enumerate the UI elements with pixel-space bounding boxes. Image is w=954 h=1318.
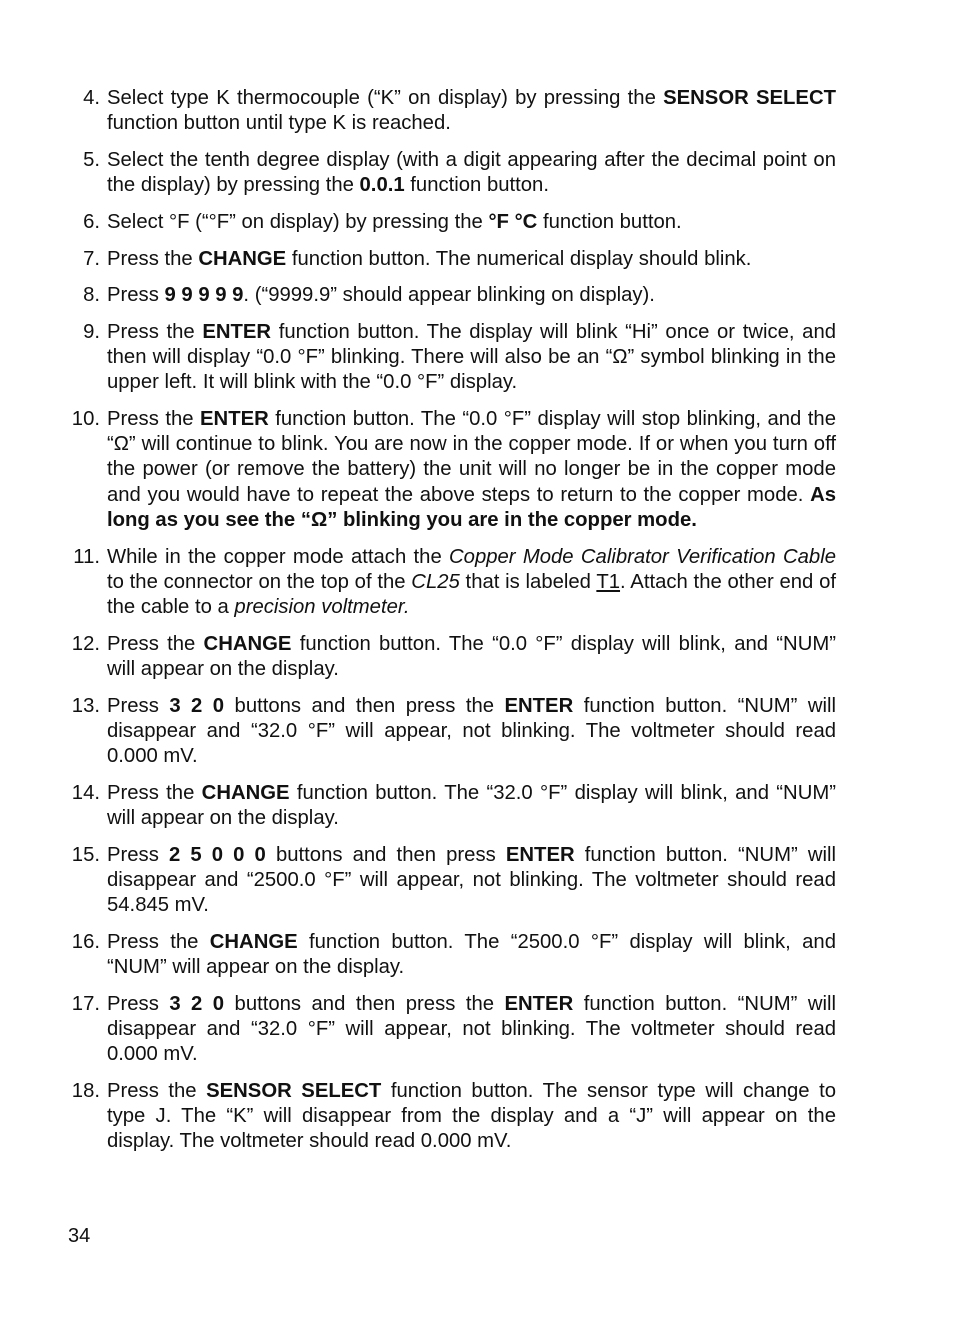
instruction-step [62,148,836,198]
bold-text: 3 2 0 [169,694,225,717]
instruction-steps-list [62,86,836,1166]
text-run: function button. The “2500.0 °F” display will blink, and “NUM” will appear on the display. [107,930,836,978]
bold-text: As long as you see the “Ω” blinking you are in the copper mode. [107,483,836,531]
text-run: buttons and then press the [224,694,505,717]
text-run: to the connector on the top of the [107,570,412,593]
step-text [107,694,836,770]
text-run: . (“9999.9” should appear blinking on display). [243,284,655,307]
step-number: 16. [71,930,100,953]
step-number: 11. [73,545,100,568]
text-run: function button. The numerical display should blink. [286,247,752,270]
bold-text: 2 5 0 0 0 [168,843,266,866]
step-number-cell [62,247,107,272]
step-number: 4. [83,87,100,109]
bold-text: 3 2 0 [169,992,225,1015]
step-text [107,930,836,980]
step-number: 17. [71,992,100,1015]
bold-text: CHANGE [201,781,290,804]
instruction-step [62,992,836,1068]
bold-text: ENTER [504,694,574,717]
text-run: function button. The “32.0 °F” display will blink, and “NUM” will appear on the display. [107,781,836,829]
italic-text: CL25 [411,570,460,593]
text-run: Press the [107,781,202,804]
text-run: Select °F (“°F” on display) by pressing the [107,210,489,233]
text-run: function button. “NUM” will disappear and “32.0 °F” will appear, not blinking. The voltmeter should read 0.000 mV. [107,694,836,767]
bold-text: CHANGE [198,247,287,270]
text-run: Press the [107,632,204,655]
italic-text: precision voltmeter. [234,595,410,618]
bold-text: °F °C [488,210,538,233]
text-run: . Attach the other end of the cable to a [107,570,837,618]
instruction-step [62,632,836,682]
instruction-step [62,545,836,621]
step-text [107,781,836,831]
step-number-cell [62,1079,107,1104]
step-number-cell [62,407,107,432]
instruction-step [62,694,836,770]
step-number-cell [62,992,107,1017]
text-run: buttons and then press [265,843,506,866]
bold-text: SENSOR SELECT [663,87,836,109]
bold-text: ENTER [202,320,272,343]
step-number-cell [62,148,107,173]
text-run: Press the [107,1079,207,1102]
instruction-step [62,247,836,272]
step-text [107,632,836,682]
step-number-cell [62,843,107,868]
bold-text: SENSOR SELECT [206,1079,382,1102]
instruction-step [62,1079,836,1155]
step-number-cell [62,86,107,111]
step-text [107,545,836,621]
text-run: buttons and then press the [224,992,505,1015]
text-run: Select the tenth degree display (with a digit appearing after the decimal point on the display) by pressing the [107,148,836,197]
instruction-step [62,843,836,919]
page-number: 34 [68,1225,91,1247]
bold-text: ENTER [504,992,574,1015]
text-run: Press [107,992,170,1015]
step-number-cell [62,632,107,657]
step-number: 12. [71,632,100,655]
step-text [107,247,836,272]
text-run: Press the [107,247,199,270]
step-number: 13. [71,694,100,717]
step-text [107,992,836,1068]
text-run: function button. [537,210,682,233]
step-number: 18. [71,1079,100,1102]
underlined-text: T1 [596,570,621,593]
step-number-cell [62,930,107,955]
bold-text: CHANGE [203,632,292,655]
step-number: 10. [71,408,100,431]
text-run: Press the [107,408,201,431]
step-number-cell [62,283,107,308]
step-text [107,86,836,136]
step-text [107,210,836,235]
text-run: function button. The sensor type will change to type J. The “K” will disappear from the display and a “J” will appear on the display. The voltmeter should read 0.000 mV. [107,1079,836,1153]
step-number-cell [62,694,107,719]
text-run: Press [107,284,165,307]
italic-text: Copper Mode Calibrator Verification Cable [449,545,836,568]
step-number: 6. [83,210,100,233]
text-run: Press the [107,320,203,343]
step-text [107,1079,836,1155]
text-run: function button. [404,174,549,197]
instruction-step [62,781,836,831]
text-run: function button. The “0.0 °F” display will blink, and “NUM” will appear on the display. [107,632,836,680]
step-text [107,283,836,308]
step-number: 9. [83,320,100,343]
instruction-step [62,86,836,136]
step-number: 7. [83,247,100,270]
instruction-step [62,283,836,308]
step-number-cell [62,781,107,806]
text-run: function button. The display will blink “Hi” once or twice, and then will display “0.0 °F” blinking. There will also be an “Ω” symbol blinking in the upper left. It will blink with the “0.0 °F” display. [107,320,837,394]
bold-text: CHANGE [209,930,298,953]
text-run: While in the copper mode attach the [107,545,450,568]
bold-text: 9 9 9 9 9 [164,284,244,307]
step-number-cell [62,320,107,345]
text-run: Select type K thermocouple (“K” on display) by pressing the [107,87,664,109]
text-run: that is labeled [459,570,597,593]
text-run: function button. The “0.0 °F” display will stop blinking, and the “Ω” will continue to blink. You are now in the copper mode. If or when you turn off the power (or remove the battery) the unit will no longer be in the copper mode and you would have to repeat the above steps to return to the copper mode. [107,408,836,506]
instruction-step [62,407,836,533]
instruction-step [62,930,836,980]
instruction-step [62,210,836,235]
step-number-cell [62,210,107,235]
text-run: function button. “NUM” will disappear and “2500.0 °F” will appear, not blinking. The voltmeter should read 54.845 mV. [107,843,837,916]
step-number: 14. [71,781,100,804]
step-text [107,843,836,919]
text-run: function button until type K is reached. [107,112,451,135]
text-run: Press the [107,930,210,953]
text-run: Press [107,843,169,866]
step-text [107,148,836,198]
step-text [107,320,836,396]
step-text [107,407,836,533]
bold-text: 0.0.1 [359,174,405,197]
step-number-cell [62,545,107,570]
text-run: Press [107,694,170,717]
text-run: function button. “NUM” will disappear and “32.0 °F” will appear, not blinking. The voltmeter should read 0.000 mV. [107,992,836,1065]
bold-text: ENTER [505,843,575,866]
step-number: 5. [83,148,100,171]
step-number: 15. [71,843,100,866]
instruction-step [62,320,836,396]
bold-text: ENTER [200,408,269,431]
step-number: 8. [83,284,100,307]
